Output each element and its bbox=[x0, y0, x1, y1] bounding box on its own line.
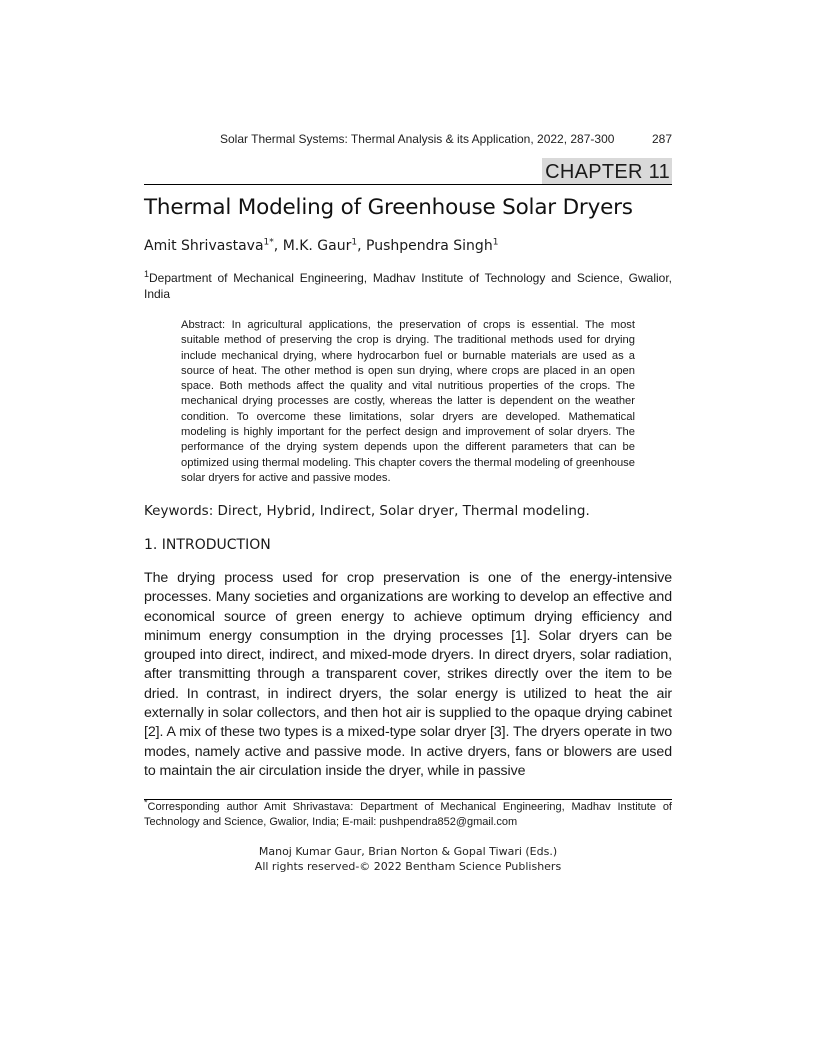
keywords-label: Keywords: bbox=[144, 503, 214, 519]
author-list: Amit Shrivastava$^{1*}$, M.K. Gaur$^1$, Pushpendra Singh$^1$ bbox=[144, 237, 499, 254]
author-name: M.K. Gaur bbox=[282, 238, 352, 254]
citation-text: Solar Thermal Systems: Thermal Analysis & its Application, 2022, 287-300 bbox=[220, 132, 615, 146]
author-name: Pushpendra Singh bbox=[366, 238, 493, 254]
keywords-text: Direct, Hybrid, Indirect, Solar dryer, Thermal modeling. bbox=[217, 503, 590, 519]
chapter-label: CHAPTER 11 bbox=[542, 158, 672, 185]
publisher-info bbox=[144, 844, 672, 874]
affiliation-mark: 1 bbox=[144, 269, 150, 279]
abstract bbox=[181, 318, 635, 486]
chapter-title: Thermal Modeling of Greenhouse Solar Dryers bbox=[144, 195, 633, 220]
page-number: 287 bbox=[651, 132, 672, 146]
rights-line: All rights reserved-© 2022 Bentham Science Publishers bbox=[254, 860, 562, 873]
keywords bbox=[144, 501, 672, 521]
editors-line: Manoj Kumar Gaur, Brian Norton & Gopal Tiwari (Eds.) bbox=[258, 845, 558, 858]
running-head bbox=[220, 131, 672, 147]
body-paragraph: The drying process used for crop preservation is one of the energy-intensive processes. Many societies and organizations are working to develop an effective and economical source of green energy to achieve optimum drying efficiency and minimum energy consumption in the drying processes [1]. Solar dryers can be grouped into direct, indirect, and mixed-mode dryers. In direct dryers, solar radiation, after transmitting through a transparent cover, strikes directly over the item to be dried. In contrast, in indirect dryers, the solar energy is utilized to heat the air externally in solar collectors, and then hot air is supplied to the opaque drying cabinet [2]. A mix of these two types is a mixed-type solar dryer [3]. The dryers operate in two modes, namely active and passive mode. In active dryers, fans or blowers are used to maintain the air circulation inside the dryer, while in passive bbox=[144, 570, 672, 779]
author-affiliation-mark: 1 bbox=[351, 237, 358, 248]
abstract-text: In agricultural applications, the preservation of crops is essential. The most suitable method of preserving the crop is drying. The traditional methods used for drying include mechanical drying, where hydrocarbon fuel or burnable materials are used as a source of heat. The other method is open sun drying, where crops are placed in an open space. Both methods affect the quality and vital nutritious properties of the crops. The mechanical drying processes are costly, whereas the latter is dependent on the weather condition. To overcome these limitations, solar dryers are developed. Mathematical modeling is highly important for the perfect design and improvement of solar dryers. The performance of the drying system depends upon the different parameters that can be optimized using thermal modeling. This chapter covers the thermal modeling of greenhouse solar dryers for active and passive modes. bbox=[181, 319, 635, 484]
author-affiliation-mark: 1* bbox=[263, 237, 274, 248]
abstract-label: Abstract: bbox=[181, 319, 226, 331]
affiliation-text: Department of Mechanical Engineering, Madhav Institute of Technology and Science, Gwalior, India bbox=[144, 271, 672, 301]
header-rule bbox=[144, 184, 672, 185]
author-affiliation-mark: 1 bbox=[492, 237, 499, 248]
author-name: Amit Shrivastava bbox=[144, 238, 264, 254]
footnote-mark: * bbox=[144, 797, 148, 808]
footnote-text: Corresponding author Amit Shrivastava: Department of Mechanical Engineering, Madhav Institute of Technology and Science, Gwalior, India; E-mail: pushpendra852@gmail.com bbox=[144, 801, 672, 828]
affiliation bbox=[144, 270, 672, 302]
footnote bbox=[144, 797, 672, 830]
section-heading: 1. INTRODUCTION bbox=[144, 537, 271, 553]
